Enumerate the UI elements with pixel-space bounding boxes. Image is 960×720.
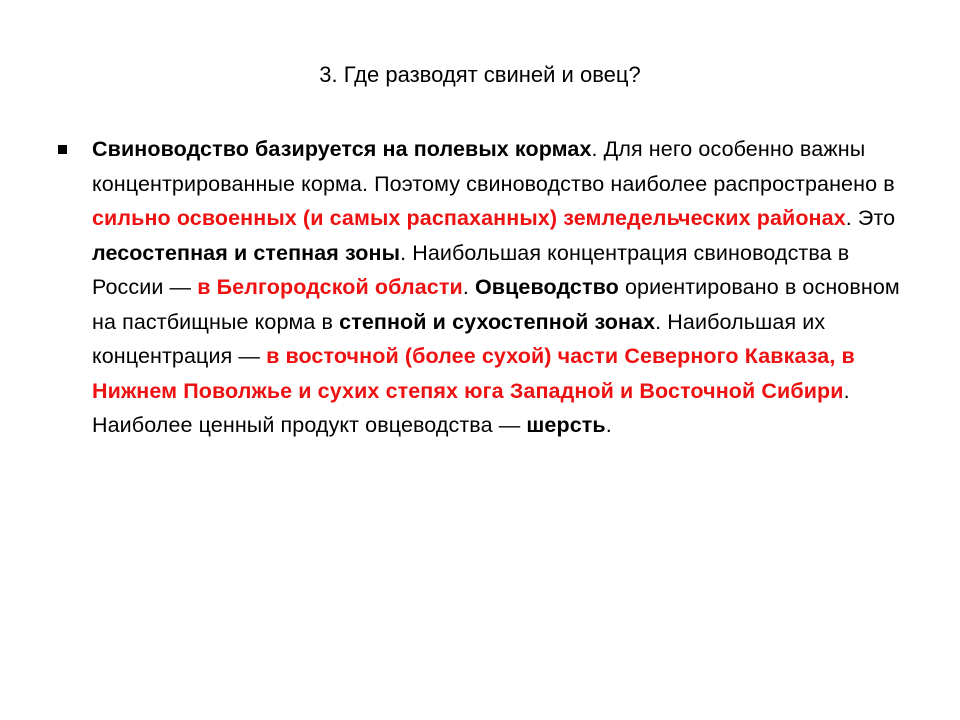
text-run-7: . — [462, 275, 475, 299]
content-body — [58, 132, 910, 443]
text-run-4: лесостепная и степная зоны — [92, 240, 401, 265]
text-run-9: ориентировано в основном на пастбищные корма в — [92, 275, 900, 334]
text-run-14: шерсть — [526, 413, 606, 437]
text-run-15: . — [605, 413, 612, 437]
list-item — [58, 132, 910, 443]
text-run-6: в Белгородской области — [197, 275, 463, 299]
text-run-0: Свиноводство базируется на полевых кормах — [92, 137, 592, 161]
text-run-1: . Для него особенно важны концентрированные корма. Поэтому свиноводство наиболее распространено в — [92, 137, 895, 196]
text-run-12: в восточной (более сухой) части Северного Кавказа, в Нижнем Поволжье и сухих степях юга Западной и Восточной Сибири — [92, 344, 855, 403]
text-run-10: степной и сухостепной зонах — [339, 309, 656, 334]
square-bullet-icon — [58, 132, 92, 168]
text-run-11: . Наибольшая их концентрация — — [92, 309, 826, 368]
paragraph-text — [92, 132, 910, 443]
text-run-3: . Это — [845, 206, 896, 230]
text-run-13: . Наиболее ценный продукт овцеводства — — [92, 378, 850, 437]
text-run-5: . Наибольшая концентрация свиноводства в России — — [92, 240, 850, 299]
text-run-2: сильно освоенных (и самых распаханных) земледельческих районах — [92, 206, 846, 230]
page-title: 3. Где разводят свиней и овец? — [319, 62, 641, 87]
text-run-8: Овцеводство — [474, 275, 619, 299]
